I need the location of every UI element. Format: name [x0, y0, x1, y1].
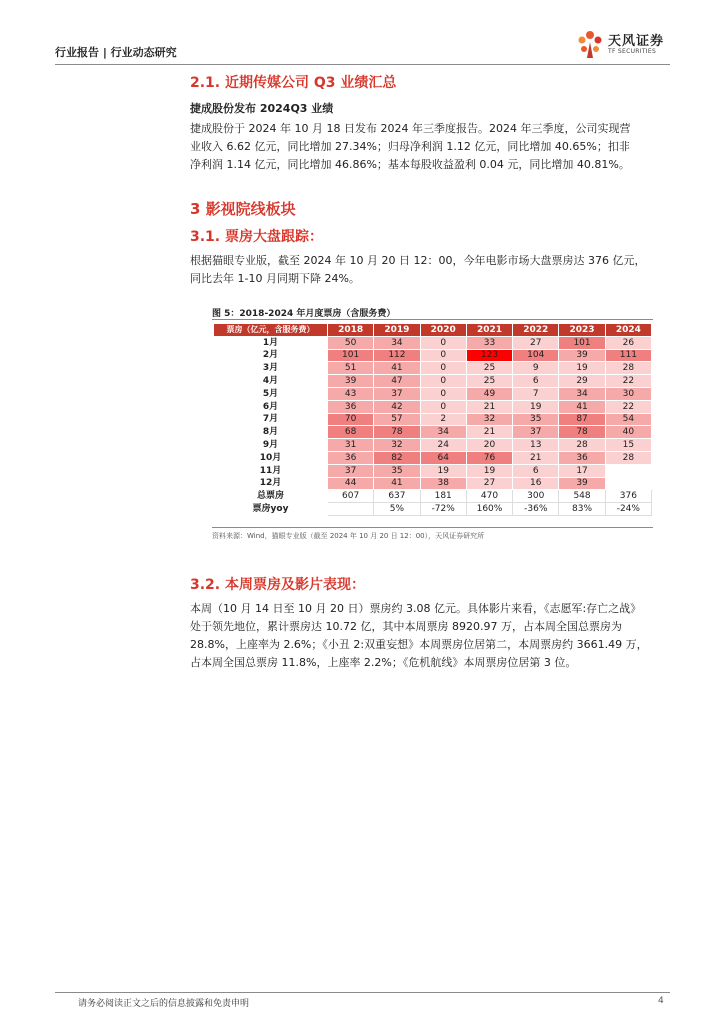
row-label: 4月: [214, 375, 328, 388]
logo-subtitle: TF SECURITIES: [608, 48, 657, 55]
figure-source: 资料来源：Wind，猫眼专业版（截至 2024 年 10 月 20 日 12：00），天风证券研究所: [212, 532, 485, 540]
table-cell: 54: [605, 413, 651, 426]
section-title-2-1: 2.1. 近期传媒公司 Q3 业绩汇总: [190, 75, 397, 91]
year-header: 2021: [466, 324, 512, 337]
table-cell: 0: [420, 387, 466, 400]
row-label: 7月: [214, 413, 328, 426]
paragraph-line: 根据猫眼专业版，截至 2024 年 10 月 20 日 12：00，今年电影市场大盘票房达 376 亿元，: [190, 254, 646, 267]
table-cell: 39: [328, 375, 374, 388]
table-header-row: [214, 324, 652, 337]
table-cell: 37: [374, 387, 420, 400]
page-number: 4: [658, 996, 664, 1006]
table-cell: 17: [559, 464, 605, 477]
table-cell: 50: [328, 336, 374, 349]
table-cell: 41: [374, 477, 420, 490]
table-cell: 57: [374, 413, 420, 426]
paragraph-line: 28.8%，上座率为 2.6%；《小丑 2:双重妄想》本周票房位居第二，本周票房约 3661.49 万，: [190, 638, 648, 651]
table-cell: [605, 477, 651, 490]
table-cell: 28: [605, 451, 651, 464]
row-label: 5月: [214, 387, 328, 400]
paragraph-line: 本周（10 月 14 日至 10 月 20 日）票房约 3.08 亿元。具体影片来看，《志愿军:存亡之战》: [190, 602, 642, 615]
row-label: 总票房: [214, 490, 328, 503]
page-header: [55, 34, 670, 68]
table-row: [214, 426, 652, 439]
table-row: [214, 451, 652, 464]
table-cell: 39: [559, 477, 605, 490]
table-row: [214, 349, 652, 362]
table-cell: 25: [466, 362, 512, 375]
table-cell: 21: [466, 400, 512, 413]
table-cell: 376: [605, 490, 651, 503]
table-cell: 28: [559, 439, 605, 452]
table-cell: 37: [513, 426, 559, 439]
table-cell: 78: [559, 426, 605, 439]
table-cell: 123: [466, 349, 512, 362]
year-header: 2018: [328, 324, 374, 337]
table-cell: 6: [513, 464, 559, 477]
table-cell: 637: [374, 490, 420, 503]
table-cell: 0: [420, 400, 466, 413]
row-label: 票房yoy: [214, 503, 328, 516]
figure-top-rule: [212, 319, 653, 320]
table-row: [214, 375, 652, 388]
company-logo: [560, 26, 670, 66]
table-cell: 19: [559, 362, 605, 375]
footer-disclaimer: 请务必阅读正文之后的信息披露和免责申明: [78, 999, 250, 1009]
section-subhead: 捷成股份发布 2024Q3 业绩: [190, 102, 334, 115]
table-cell: 36: [559, 451, 605, 464]
row-label: 11月: [214, 464, 328, 477]
table-cell: 548: [559, 490, 605, 503]
table-cell: 112: [374, 349, 420, 362]
table-cell: 160%: [466, 503, 512, 516]
figure-title: 图 5：2018-2024 年月度票房（含服务费）: [212, 309, 396, 319]
table-cell: 111: [605, 349, 651, 362]
table-cell: 34: [420, 426, 466, 439]
table-cell: 15: [605, 439, 651, 452]
table-cell: 19: [420, 464, 466, 477]
table-cell: 68: [328, 426, 374, 439]
table-cell: 44: [328, 477, 374, 490]
section-title-3: 3 影视院线板块: [190, 200, 296, 218]
table-row: [214, 362, 652, 375]
table-cell: 181: [420, 490, 466, 503]
row-label: 3月: [214, 362, 328, 375]
year-header: 2023: [559, 324, 605, 337]
section-3-2-paragraph: [190, 600, 670, 672]
figure-bottom-rule: [212, 527, 653, 528]
table-cell: 26: [605, 336, 651, 349]
table-cell: 32: [374, 439, 420, 452]
table-cell: 19: [466, 464, 512, 477]
table-cell: 7: [513, 387, 559, 400]
table-cell: 21: [466, 426, 512, 439]
year-header: 2020: [420, 324, 466, 337]
table-row: [214, 490, 652, 503]
table-row: [214, 464, 652, 477]
table-cell: 16: [513, 477, 559, 490]
table-cell: 41: [559, 400, 605, 413]
section-title-3-1: 3.1. 票房大盘跟踪：: [190, 229, 323, 245]
table-row: [214, 336, 652, 349]
table-row: [214, 400, 652, 413]
section-3-1-paragraph: [190, 252, 670, 288]
table-row: [214, 387, 652, 400]
table-cell: 31: [328, 439, 374, 452]
table-cell: 27: [513, 336, 559, 349]
table-cell: 24: [420, 439, 466, 452]
table-cell: 35: [374, 464, 420, 477]
table-row: [214, 413, 652, 426]
table-cell: [605, 464, 651, 477]
table-cell: 104: [513, 349, 559, 362]
table-cell: -24%: [605, 503, 651, 516]
table-cell: 32: [466, 413, 512, 426]
table-cell: -36%: [513, 503, 559, 516]
table-corner-header: 票房（亿元，含服务费）: [214, 324, 328, 337]
year-header: 2019: [374, 324, 420, 337]
row-label: 10月: [214, 451, 328, 464]
table-cell: 76: [466, 451, 512, 464]
table-cell: 2: [420, 413, 466, 426]
row-label: 8月: [214, 426, 328, 439]
table-cell: 0: [420, 375, 466, 388]
row-label: 6月: [214, 400, 328, 413]
table-cell: 51: [328, 362, 374, 375]
table-cell: 83%: [559, 503, 605, 516]
paragraph-line: 捷成股份于 2024 年 10 月 18 日发布 2024 年三季度报告。2024 年三季度，公司实现营: [190, 122, 631, 135]
paragraph-line: 占本周全国总票房 11.8%，上座率 2.2%；《危机航线》本周票房位居第 3 位。: [190, 656, 577, 669]
table-cell: 30: [605, 387, 651, 400]
table-cell: 37: [328, 464, 374, 477]
table-cell: 0: [420, 336, 466, 349]
paragraph-line: 净利润 1.14 亿元，同比增加 46.86%；基本每股收益盈利 0.04 元，同比增加 40.81%。: [190, 158, 630, 171]
table-cell: 20: [466, 439, 512, 452]
table-cell: 470: [466, 490, 512, 503]
breadcrumb: 行业报告 | 行业动态研究: [55, 46, 177, 59]
table-row: [214, 503, 652, 516]
table-cell: 78: [374, 426, 420, 439]
table-cell: 41: [374, 362, 420, 375]
table-cell: 47: [374, 375, 420, 388]
table-cell: 27: [466, 477, 512, 490]
year-header: 2022: [513, 324, 559, 337]
table-cell: 22: [605, 375, 651, 388]
year-header: 2024: [605, 324, 651, 337]
flower-logo-icon: [574, 28, 606, 60]
table-cell: 49: [466, 387, 512, 400]
table-cell: 300: [513, 490, 559, 503]
table-cell: 6: [513, 375, 559, 388]
table-cell: 35: [513, 413, 559, 426]
table-cell: 13: [513, 439, 559, 452]
row-label: 9月: [214, 439, 328, 452]
table-cell: 64: [420, 451, 466, 464]
table-cell: 29: [559, 375, 605, 388]
table-cell: 5%: [374, 503, 420, 516]
box-office-table: [213, 323, 652, 516]
table-cell: 101: [559, 336, 605, 349]
section-title-3-2: 3.2. 本周票房及影片表现：: [190, 577, 365, 593]
paragraph-line: 同比去年 1-10 月同期下降 24%。: [190, 272, 360, 285]
table-cell: 36: [328, 451, 374, 464]
table-cell: 42: [374, 400, 420, 413]
table-cell: 82: [374, 451, 420, 464]
table-cell: 101: [328, 349, 374, 362]
table-cell: 22: [605, 400, 651, 413]
table-row: [214, 477, 652, 490]
table-cell: 34: [559, 387, 605, 400]
table-cell: 33: [466, 336, 512, 349]
table-cell: 0: [420, 349, 466, 362]
table-cell: 25: [466, 375, 512, 388]
table-cell: 9: [513, 362, 559, 375]
section-2-1-paragraph: [190, 120, 670, 174]
table-cell: 0: [420, 362, 466, 375]
table-cell: 39: [559, 349, 605, 362]
table-cell: 19: [513, 400, 559, 413]
footer-divider: [55, 992, 670, 993]
table-cell: 36: [328, 400, 374, 413]
row-label: 12月: [214, 477, 328, 490]
table-cell: 70: [328, 413, 374, 426]
table-cell: 34: [374, 336, 420, 349]
table-row: [214, 439, 652, 452]
table-cell: -72%: [420, 503, 466, 516]
table-cell: 43: [328, 387, 374, 400]
table-cell: 28: [605, 362, 651, 375]
logo-name: 天风证券: [608, 34, 665, 49]
table-cell: 607: [328, 490, 374, 503]
paragraph-line: 处于领先地位，累计票房达 10.72 亿，其中本周票房 8920.97 万，占本周全国总票房为: [190, 620, 622, 633]
table-cell: [328, 503, 374, 516]
row-label: 1月: [214, 336, 328, 349]
row-label: 2月: [214, 349, 328, 362]
table-cell: 87: [559, 413, 605, 426]
table-cell: 38: [420, 477, 466, 490]
table-cell: 40: [605, 426, 651, 439]
table-cell: 21: [513, 451, 559, 464]
paragraph-line: 业收入 6.62 亿元，同比增加 27.34%；归母净利润 1.12 亿元，同比增加 40.65%；扣非: [190, 140, 630, 153]
